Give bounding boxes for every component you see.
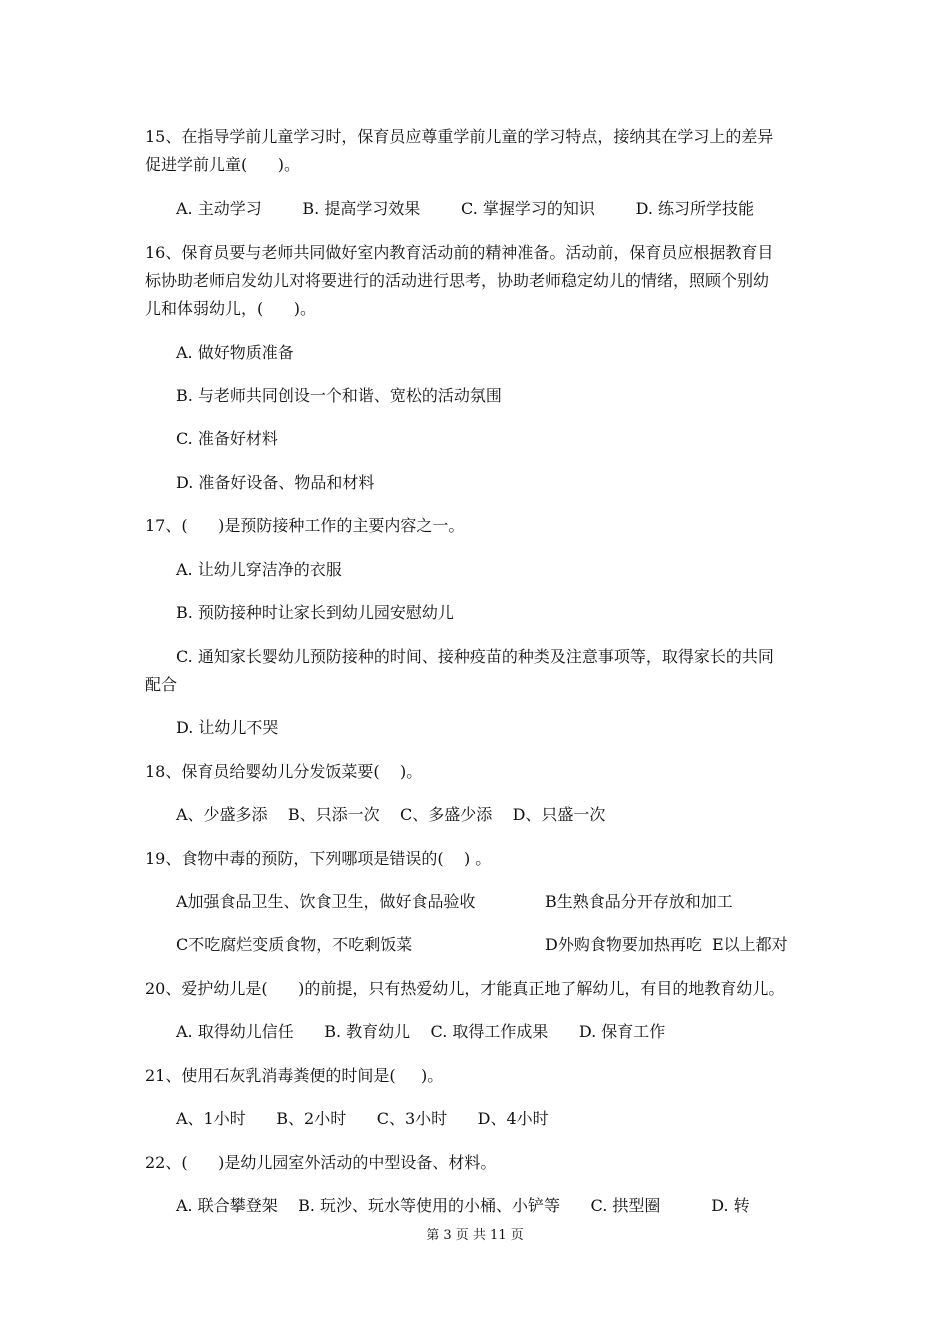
question-16-text: 16、保育员要与老师共同做好室内教育活动前的精神准备。活动前，保育员应根据教育目 (145, 243, 774, 262)
question-22-options: A. 联合攀登架 B. 玩沙、玩水等使用的小桶、小铲等 C. 拱型圈 D. 转 (176, 1196, 750, 1215)
question-16-option-c: C. 准备好材料 (176, 429, 278, 448)
question-15-text: 15、在指导学前儿童学习时，保育员应尊重学前儿童的学习特点，接纳其在学习上的差异 (145, 127, 774, 146)
question-17-option-a: A. 让幼儿穿洁净的衣服 (176, 560, 342, 579)
page-number-footer: 第 3 页 共 11 页 (426, 1228, 524, 1243)
question-19-option-a: A加强食品卫生、饮食卫生，做好食品验收 (176, 892, 476, 911)
question-16-option-a: A. 做好物质准备 (176, 343, 294, 362)
question-17-option-b: B. 预防接种时让家长到幼儿园安慰幼儿 (176, 603, 454, 622)
question-21-options: A、1小时 B、2小时 C、3小时 D、4小时 (176, 1109, 549, 1128)
question-16-option-b: B. 与老师共同创设一个和谐、宽松的活动氛围 (176, 386, 502, 405)
question-19-option-d: D外购食物要加热再吃 E以上都对 (545, 935, 788, 954)
question-22-text: 22、( )是幼儿园室外活动的中型设备、材料。 (145, 1153, 497, 1172)
question-16-option-d: D. 准备好设备、物品和材料 (176, 473, 375, 492)
question-15-options: A. 主动学习 B. 提高学习效果 C. 掌握学习的知识 D. 练习所学技能 (176, 199, 754, 218)
question-20-text: 20、爱护幼儿是( )的前提，只有热爱幼儿，才能真正地了解幼儿，有目的地教育幼儿。 (145, 979, 785, 998)
question-16-text-cont: 标协助老师启发幼儿对将要进行的活动进行思考，协助老师稳定幼儿的情绪，照顾个别幼 (145, 271, 770, 290)
question-18-options: A、少盛多添 B、只添一次 C、多盛少添 D、只盛一次 (176, 805, 606, 824)
question-19-option-b: B生熟食品分开存放和加工 (545, 892, 733, 911)
question-17-option-d: D. 让幼儿不哭 (176, 718, 279, 737)
question-19-option-c: C不吃腐烂变质食物，不吃剩饭菜 (176, 935, 413, 954)
question-18-text: 18、保育员给婴幼儿分发饭菜要( )。 (145, 762, 423, 781)
question-20-options: A. 取得幼儿信任 B. 教育幼儿 C. 取得工作成果 D. 保育工作 (176, 1022, 666, 1041)
question-21-text: 21、使用石灰乳消毒粪便的时间是( )。 (145, 1066, 444, 1085)
question-17-option-c: C. 通知家长婴幼儿预防接种的时间、接种疫苗的种类及注意事项等，取得家长的共同 (176, 647, 774, 666)
question-15-text-cont: 促进学前儿童( )。 (145, 155, 301, 174)
question-17-text: 17、( )是预防接种工作的主要内容之一。 (145, 516, 465, 535)
question-17-option-c-cont: 配合 (145, 675, 178, 694)
question-16-text-cont2: 儿和体弱幼儿，( )。 (145, 299, 317, 318)
question-19-text: 19、食物中毒的预防，下列哪项是错误的( ) 。 (145, 849, 492, 868)
